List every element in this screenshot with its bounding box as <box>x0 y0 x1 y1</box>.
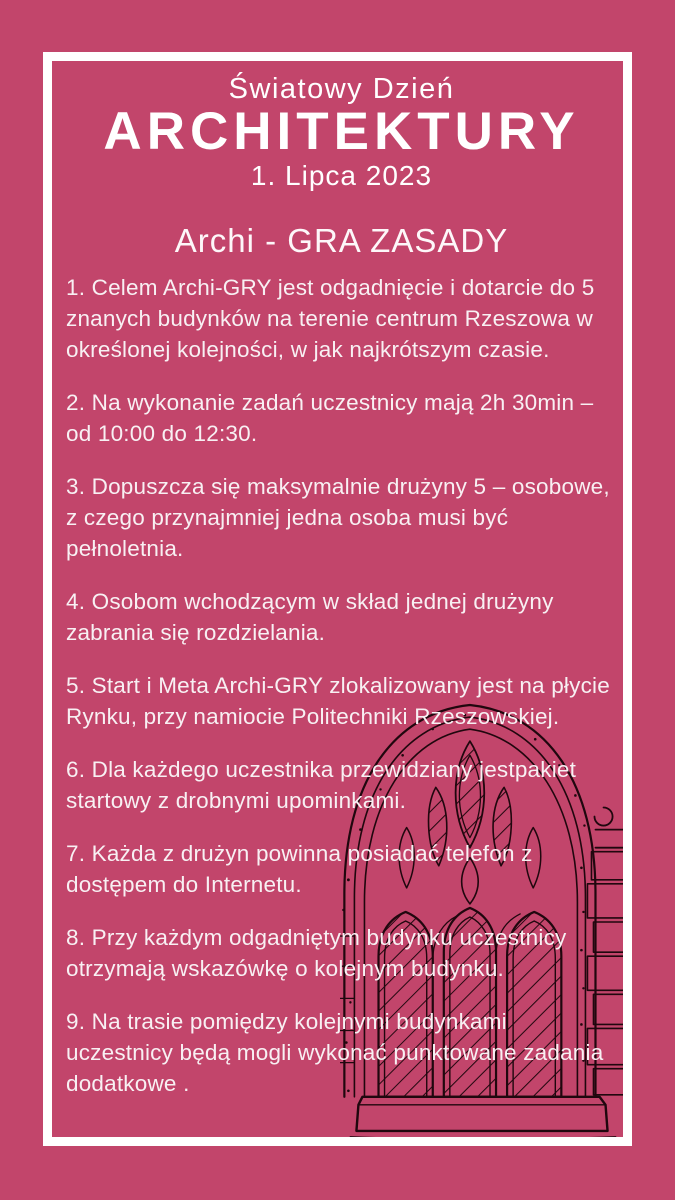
poster-content <box>52 74 623 1099</box>
poster-frame <box>43 52 632 1146</box>
event-kicker: Światowy Dzień <box>228 73 455 105</box>
event-title: ARCHITEKTURY <box>103 102 580 161</box>
rule-item-1: 1. Celem Archi-GRY jest odgadnięcie i dotarcie do 5 znanych budynków na terenie centrum Rzeszowa w określonej kolejności, w jak najkrótszym czasie. <box>66 275 595 362</box>
rule-item-9: 9. Na trasie pomiędzy kolejnymi budynkami uczestnicy będą mogli wykonać punktowane zadania dodatkowe . <box>66 1009 604 1096</box>
rules-section-title: Archi - GRA ZASADY <box>174 222 509 259</box>
rule-item-8: 8. Przy każdym odgadniętym budynku uczestnicy otrzymają wskazówkę o kolejnym budynku. <box>66 925 567 981</box>
rule-item-5: 5. Start i Meta Archi-GRY zlokalizowany jest na płycie Rynku, przy namiocie Politechniki Rzeszowskiej. <box>66 673 610 729</box>
rules-list <box>66 272 617 1099</box>
rule-item-7: 7. Każda z drużyn powinna posiadać telefon z dostępem do Internetu. <box>66 841 533 897</box>
rule-item-4: 4. Osobom wchodzącym w skład jednej drużyny zabrania się rozdzielania. <box>66 589 554 645</box>
rule-item-3: 3. Dopuszcza się maksymalnie drużyny 5 – osobowe, z czego przynajmniej jedna osoba musi być pełnoletnia. <box>66 474 610 561</box>
rule-item-2: 2. Na wykonanie zadań uczestnicy mają 2h 30min – od 10:00 do 12:30. <box>66 390 594 446</box>
event-date: 1. Lipca 2023 <box>250 160 433 191</box>
poster-header <box>66 74 617 190</box>
rule-item-6: 6. Dla każdego uczestnika przewidziany jestpakiet startowy z drobnymi upominkami. <box>66 757 577 813</box>
